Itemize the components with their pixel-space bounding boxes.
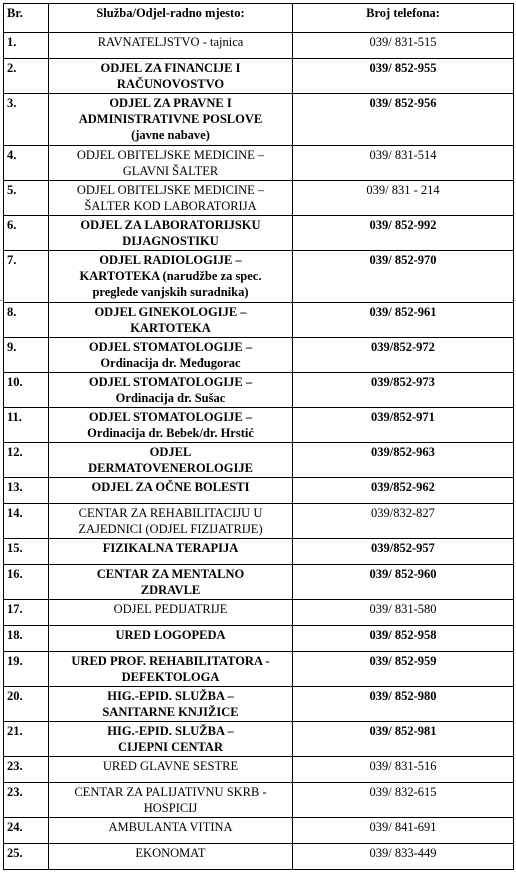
table-row	[4, 600, 514, 626]
table-row	[4, 94, 514, 146]
phone-number: 039/ 852-961	[293, 303, 514, 338]
table-row	[4, 783, 514, 818]
service-name	[49, 216, 293, 251]
service-name-line: URED LOGOPEDA	[115, 628, 226, 642]
row-number: 16.	[4, 565, 49, 600]
header-service: Služba/Odjel-radno mjesto:	[49, 4, 293, 33]
table-row	[4, 33, 514, 59]
service-name-line: CENTAR ZA MENTALNO	[96, 567, 245, 581]
service-name-line: HIG.-EPID. SLUŽBA –	[107, 689, 234, 703]
row-number: 4.	[4, 146, 49, 181]
service-name-line: KARTOTEKA (narudžbe za spec.	[79, 269, 262, 283]
phone-number: 039/ 852-955	[293, 59, 514, 94]
table-row	[4, 181, 514, 216]
phone-number: 039/ 831-580	[293, 600, 514, 626]
table-row	[4, 757, 514, 783]
phone-number: 039/ 852-970	[293, 251, 514, 303]
row-number: 7.	[4, 251, 49, 303]
service-name-line: EKONOMAT	[135, 846, 206, 860]
phone-number: 039/ 841-691	[293, 818, 514, 844]
service-name-line: DIJAGNOSTIKU	[122, 234, 219, 248]
service-name-line: CIJEPNI CENTAR	[118, 740, 223, 754]
service-name-line: FIZIKALNA TERAPIJA	[102, 541, 239, 555]
row-number: 21.	[4, 722, 49, 757]
table-row	[4, 408, 514, 443]
service-name	[49, 373, 293, 408]
row-number: 18.	[4, 626, 49, 652]
service-name-line: URED GLAVNE SESTRE	[102, 759, 239, 773]
table-row	[4, 216, 514, 251]
phone-number: 039/ 831-515	[293, 33, 514, 59]
phone-number: 039/ 852-960	[293, 565, 514, 600]
phone-number: 039/ 852-992	[293, 216, 514, 251]
service-name	[49, 94, 293, 146]
row-number: 23.	[4, 757, 49, 783]
row-number: 23.	[4, 783, 49, 818]
service-name-line: HOSPICIJ	[143, 801, 198, 815]
row-number: 24.	[4, 818, 49, 844]
phone-directory-table	[3, 3, 514, 870]
table-row	[4, 443, 514, 478]
service-name-line: DERMATOVENEROLOGIJE	[88, 461, 253, 475]
service-name	[49, 600, 293, 626]
row-number: 3.	[4, 94, 49, 146]
row-number: 10.	[4, 373, 49, 408]
service-name	[49, 565, 293, 600]
service-name	[49, 443, 293, 478]
header-phone: Broj telefona:	[293, 4, 514, 33]
row-number: 2.	[4, 59, 49, 94]
phone-number: 039/852-973	[293, 373, 514, 408]
service-name	[49, 539, 293, 565]
service-name-line: ODJEL ZA FINANCIJE I	[100, 61, 241, 75]
service-name-line: ODJEL STOMATOLOGIJE –	[88, 340, 253, 354]
row-number: 5.	[4, 181, 49, 216]
service-name-line: preglede vanjskih suradnika)	[92, 285, 249, 299]
service-name	[49, 652, 293, 687]
phone-number: 039/ 831 - 214	[293, 181, 514, 216]
service-name-line: HIG.-EPID. SLUŽBA –	[107, 724, 234, 738]
table-row	[4, 652, 514, 687]
service-name	[49, 818, 293, 844]
service-name	[49, 478, 293, 504]
service-name	[49, 303, 293, 338]
table-row	[4, 59, 514, 94]
service-name-line: ODJEL STOMATOLOGIJE –	[88, 410, 253, 424]
service-name-line: Ordinacija dr. Bebek/dr. Hrstić	[87, 426, 254, 440]
table-row	[4, 478, 514, 504]
table-row	[4, 687, 514, 722]
row-number: 13.	[4, 478, 49, 504]
phone-number: 039/852-963	[293, 443, 514, 478]
table-row	[4, 504, 514, 539]
table-row	[4, 251, 514, 303]
table-row	[4, 626, 514, 652]
table-body	[4, 33, 514, 870]
service-name	[49, 59, 293, 94]
service-name	[49, 844, 293, 870]
header-number: Br.	[4, 4, 49, 33]
service-name-line: ODJEL ZA PRAVNE I	[109, 96, 232, 110]
service-name-line: Ordinacija dr. Međugorac	[100, 356, 241, 370]
phone-number: 039/ 831-516	[293, 757, 514, 783]
service-name-line: CENTAR ZA REHABILITACIJU U	[78, 506, 263, 520]
phone-number: 039/852-971	[293, 408, 514, 443]
row-number: 20.	[4, 687, 49, 722]
row-number: 15.	[4, 539, 49, 565]
table-row	[4, 818, 514, 844]
table-row	[4, 146, 514, 181]
table-row	[4, 565, 514, 600]
service-name-line: ŠALTER KOD LABORATORIJA	[84, 199, 257, 213]
phone-number: 039/ 852-956	[293, 94, 514, 146]
service-name-line: Ordinacija dr. Sušac	[115, 391, 226, 405]
phone-number: 039/852-957	[293, 539, 514, 565]
row-number: 12.	[4, 443, 49, 478]
phone-number: 039/ 831-514	[293, 146, 514, 181]
phone-number: 039/ 852-958	[293, 626, 514, 652]
table-row	[4, 539, 514, 565]
service-name-line: AMBULANTA VITINA	[108, 820, 233, 834]
service-name	[49, 626, 293, 652]
phone-number: 039/ 852-981	[293, 722, 514, 757]
phone-number: 039/ 852-959	[293, 652, 514, 687]
service-name-line: ODJEL OBITELJSKE MEDICINE –	[76, 148, 265, 162]
service-name-line: DEFEKTOLOGA	[121, 670, 220, 684]
service-name	[49, 757, 293, 783]
phone-number: 039/ 852-980	[293, 687, 514, 722]
table-row	[4, 722, 514, 757]
service-name	[49, 251, 293, 303]
service-name-line: ODJEL	[149, 445, 192, 459]
phone-number: 039/832-827	[293, 504, 514, 539]
service-name	[49, 181, 293, 216]
service-name-line: ODJEL PEDIJATRIJE	[113, 602, 228, 616]
service-name-line: ODJEL GINEKOLOGIJE –	[94, 305, 247, 319]
service-name-line: KARTOTEKA	[130, 321, 211, 335]
service-name-line: CENTAR ZA PALIJATIVNU SKRB -	[74, 785, 267, 799]
service-name	[49, 146, 293, 181]
service-name-line: URED PROF. REHABILITATORA -	[71, 654, 270, 668]
row-number: 14.	[4, 504, 49, 539]
service-name-line: ODJEL ZA OČNE BOLESTI	[91, 480, 250, 494]
row-number: 9.	[4, 338, 49, 373]
row-number: 25.	[4, 844, 49, 870]
service-name-line: GLAVNI ŠALTER	[122, 164, 219, 178]
service-name-line: SANITARNE KNJIŽICE	[102, 705, 239, 719]
service-name	[49, 504, 293, 539]
service-name	[49, 408, 293, 443]
table-row	[4, 303, 514, 338]
row-number: 19.	[4, 652, 49, 687]
row-number: 17.	[4, 600, 49, 626]
phone-number: 039/ 833-449	[293, 844, 514, 870]
row-number: 1.	[4, 33, 49, 59]
row-number: 11.	[4, 408, 49, 443]
service-name	[49, 687, 293, 722]
service-name	[49, 33, 293, 59]
service-name	[49, 783, 293, 818]
phone-number: 039/852-972	[293, 338, 514, 373]
service-name-line: (javne nabave)	[131, 128, 210, 142]
service-name-line: ODJEL OBITELJSKE MEDICINE –	[76, 183, 265, 197]
service-name-line: RAVNATELJSTVO - tajnica	[97, 35, 244, 49]
service-name-line: ODJEL ZA LABORATORIJSKU	[80, 218, 261, 232]
service-name-line: RAČUNOVOSTVO	[116, 77, 225, 91]
service-name-line: ADMINISTRATIVNE POSLOVE	[78, 112, 263, 126]
table-row	[4, 373, 514, 408]
phone-number: 039/ 832-615	[293, 783, 514, 818]
service-name	[49, 338, 293, 373]
row-number: 6.	[4, 216, 49, 251]
service-name-line: ZDRAVLE	[140, 583, 201, 597]
row-number: 8.	[4, 303, 49, 338]
phone-number: 039/852-962	[293, 478, 514, 504]
table-header-row	[4, 4, 514, 33]
table-row	[4, 338, 514, 373]
service-name-line: ZAJEDNICI (ODJEL FIZIJATRIJE)	[78, 522, 263, 536]
table-row	[4, 844, 514, 870]
service-name	[49, 722, 293, 757]
service-name-line: ODJEL RADIOLOGIJE –	[99, 253, 242, 267]
service-name-line: ODJEL STOMATOLOGIJE –	[88, 375, 253, 389]
